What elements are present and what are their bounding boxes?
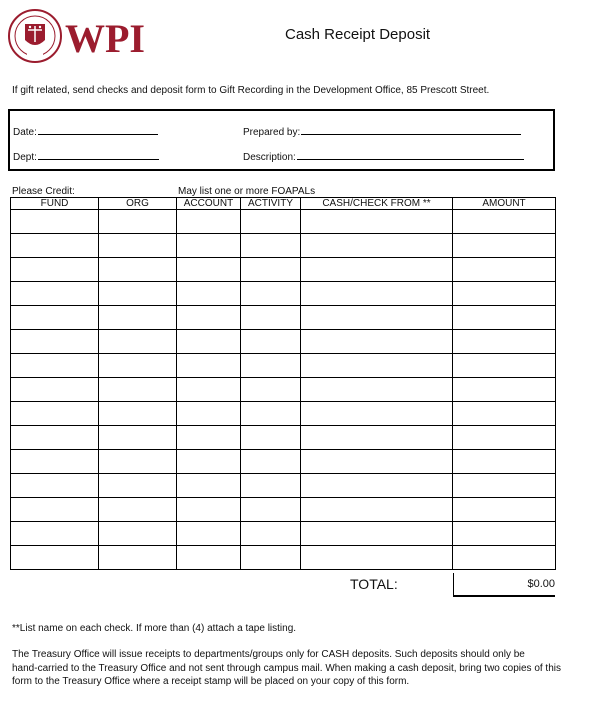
activity-cell[interactable] (241, 378, 301, 402)
activity-cell[interactable] (241, 450, 301, 474)
table-row (11, 402, 556, 426)
fund-cell[interactable] (11, 282, 99, 306)
amount-cell[interactable] (453, 282, 556, 306)
footer-line-2: hand-carried to the Treasury Office and not sent through campus mail. When making a cash deposit, bring two copies of this (12, 662, 561, 674)
org-cell[interactable] (99, 450, 177, 474)
check-note: **List name on each check. If more than (4) attach a tape listing. (12, 623, 297, 634)
fund-cell[interactable] (11, 378, 99, 402)
activity-cell[interactable] (241, 210, 301, 234)
fund-cell[interactable] (11, 402, 99, 426)
fund-cell[interactable] (11, 498, 99, 522)
cash-check-from-cell[interactable] (301, 282, 453, 306)
amount-cell[interactable] (453, 474, 556, 498)
fund-cell[interactable] (11, 426, 99, 450)
table-row (11, 258, 556, 282)
table-row (11, 498, 556, 522)
org-cell[interactable] (99, 258, 177, 282)
prepared-by-field[interactable] (243, 124, 521, 138)
amount-cell[interactable] (453, 330, 556, 354)
activity-cell[interactable] (241, 426, 301, 450)
cash-check-from-cell[interactable] (301, 234, 453, 258)
org-cell[interactable] (99, 210, 177, 234)
cash-check-from-cell[interactable] (301, 330, 453, 354)
col-account: ACCOUNT (177, 198, 241, 210)
activity-cell[interactable] (241, 354, 301, 378)
cash-check-from-cell[interactable] (301, 306, 453, 330)
amount-cell[interactable] (453, 426, 556, 450)
activity-cell[interactable] (241, 402, 301, 426)
table-header-row (11, 198, 556, 210)
org-cell[interactable] (99, 474, 177, 498)
account-cell[interactable] (177, 402, 241, 426)
account-cell[interactable] (177, 378, 241, 402)
date-field[interactable] (13, 124, 158, 138)
table-row (11, 306, 556, 330)
amount-cell[interactable] (453, 450, 556, 474)
table-row (11, 354, 556, 378)
activity-cell[interactable] (241, 498, 301, 522)
foapal-table (10, 197, 556, 570)
amount-cell[interactable] (453, 402, 556, 426)
fund-cell[interactable] (11, 354, 99, 378)
amount-cell[interactable] (453, 354, 556, 378)
col-amount: AMOUNT (453, 198, 556, 210)
cash-check-from-cell[interactable] (301, 426, 453, 450)
total-value: $0.00 (453, 573, 555, 597)
account-cell[interactable] (177, 258, 241, 282)
cash-check-from-cell[interactable] (301, 210, 453, 234)
cash-check-from-cell[interactable] (301, 378, 453, 402)
dept-field[interactable] (13, 149, 159, 163)
account-cell[interactable] (177, 522, 241, 546)
org-cell[interactable] (99, 498, 177, 522)
activity-cell[interactable] (241, 474, 301, 498)
org-cell[interactable] (99, 330, 177, 354)
table-row (11, 450, 556, 474)
info-box (8, 109, 555, 171)
dept-line[interactable] (38, 149, 159, 160)
activity-cell[interactable] (241, 234, 301, 258)
dept-label: Dept: (13, 152, 37, 163)
cash-check-from-cell[interactable] (301, 474, 453, 498)
org-cell[interactable] (99, 282, 177, 306)
amount-cell[interactable] (453, 522, 556, 546)
fund-cell[interactable] (11, 474, 99, 498)
account-cell[interactable] (177, 546, 241, 570)
org-cell[interactable] (99, 426, 177, 450)
account-cell[interactable] (177, 210, 241, 234)
fund-cell[interactable] (11, 450, 99, 474)
account-cell[interactable] (177, 474, 241, 498)
wpi-logo (8, 8, 168, 64)
org-cell[interactable] (99, 234, 177, 258)
amount-cell[interactable] (453, 546, 556, 570)
please-credit-label: Please Credit: (12, 186, 75, 197)
fund-cell[interactable] (11, 546, 99, 570)
table-row (11, 330, 556, 354)
total-label: TOTAL: (350, 576, 398, 592)
intro-text: If gift related, send checks and deposit form to Gift Recording in the Development Office, 85 Prescott Street. (12, 85, 490, 96)
logo-text: WPI (65, 16, 145, 61)
footer-line-1: The Treasury Office will issue receipts to departments/groups only for CASH deposits. Such deposits should only be (12, 649, 525, 660)
col-org: ORG (99, 198, 177, 210)
fund-cell[interactable] (11, 306, 99, 330)
prepared-by-label: Prepared by: (243, 127, 301, 138)
amount-cell[interactable] (453, 234, 556, 258)
cash-check-from-cell[interactable] (301, 450, 453, 474)
fund-cell[interactable] (11, 522, 99, 546)
amount-cell[interactable] (453, 378, 556, 402)
table-row (11, 474, 556, 498)
table-body (11, 210, 556, 570)
account-cell[interactable] (177, 306, 241, 330)
activity-cell[interactable] (241, 330, 301, 354)
activity-cell[interactable] (241, 282, 301, 306)
fund-cell[interactable] (11, 258, 99, 282)
foapal-note: May list one or more FOAPALs (178, 186, 316, 197)
cash-check-from-cell[interactable] (301, 354, 453, 378)
amount-cell[interactable] (453, 498, 556, 522)
footer-text (12, 648, 592, 689)
cash-check-from-cell[interactable] (301, 546, 453, 570)
account-cell[interactable] (177, 498, 241, 522)
account-cell[interactable] (177, 282, 241, 306)
fund-cell[interactable] (11, 330, 99, 354)
cash-check-from-cell[interactable] (301, 402, 453, 426)
form-title: Cash Receipt Deposit (285, 26, 431, 43)
org-cell[interactable] (99, 522, 177, 546)
activity-cell[interactable] (241, 258, 301, 282)
account-cell[interactable] (177, 450, 241, 474)
org-cell[interactable] (99, 306, 177, 330)
col-fund: FUND (11, 198, 99, 210)
description-field[interactable] (243, 149, 524, 163)
description-line[interactable] (297, 149, 524, 160)
account-cell[interactable] (177, 330, 241, 354)
activity-cell[interactable] (241, 522, 301, 546)
cash-check-from-cell[interactable] (301, 258, 453, 282)
account-cell[interactable] (177, 234, 241, 258)
table-row (11, 546, 556, 570)
amount-cell[interactable] (453, 306, 556, 330)
cash-check-from-cell[interactable] (301, 522, 453, 546)
activity-cell[interactable] (241, 306, 301, 330)
table-row (11, 378, 556, 402)
col-activity: ACTIVITY (241, 198, 301, 210)
account-cell[interactable] (177, 426, 241, 450)
account-cell[interactable] (177, 354, 241, 378)
date-label: Date: (13, 127, 37, 138)
cash-check-from-cell[interactable] (301, 498, 453, 522)
table-row (11, 210, 556, 234)
table-row (11, 522, 556, 546)
org-cell[interactable] (99, 354, 177, 378)
footer-line-3: form to the Treasury Office where a receipt stamp will be placed on your copy of this form. (12, 676, 410, 687)
prepared-by-line[interactable] (301, 124, 521, 135)
description-label: Description: (243, 152, 296, 163)
table-row (11, 234, 556, 258)
col-cash-check-from: CASH/CHECK FROM ** (301, 198, 453, 210)
activity-cell[interactable] (241, 546, 301, 570)
amount-cell[interactable] (453, 210, 556, 234)
fund-cell[interactable] (11, 234, 99, 258)
amount-cell[interactable] (453, 258, 556, 282)
fund-cell[interactable] (11, 210, 99, 234)
org-cell[interactable] (99, 378, 177, 402)
table-row (11, 282, 556, 306)
org-cell[interactable] (99, 546, 177, 570)
table-row (11, 426, 556, 450)
org-cell[interactable] (99, 402, 177, 426)
date-line[interactable] (38, 124, 158, 135)
